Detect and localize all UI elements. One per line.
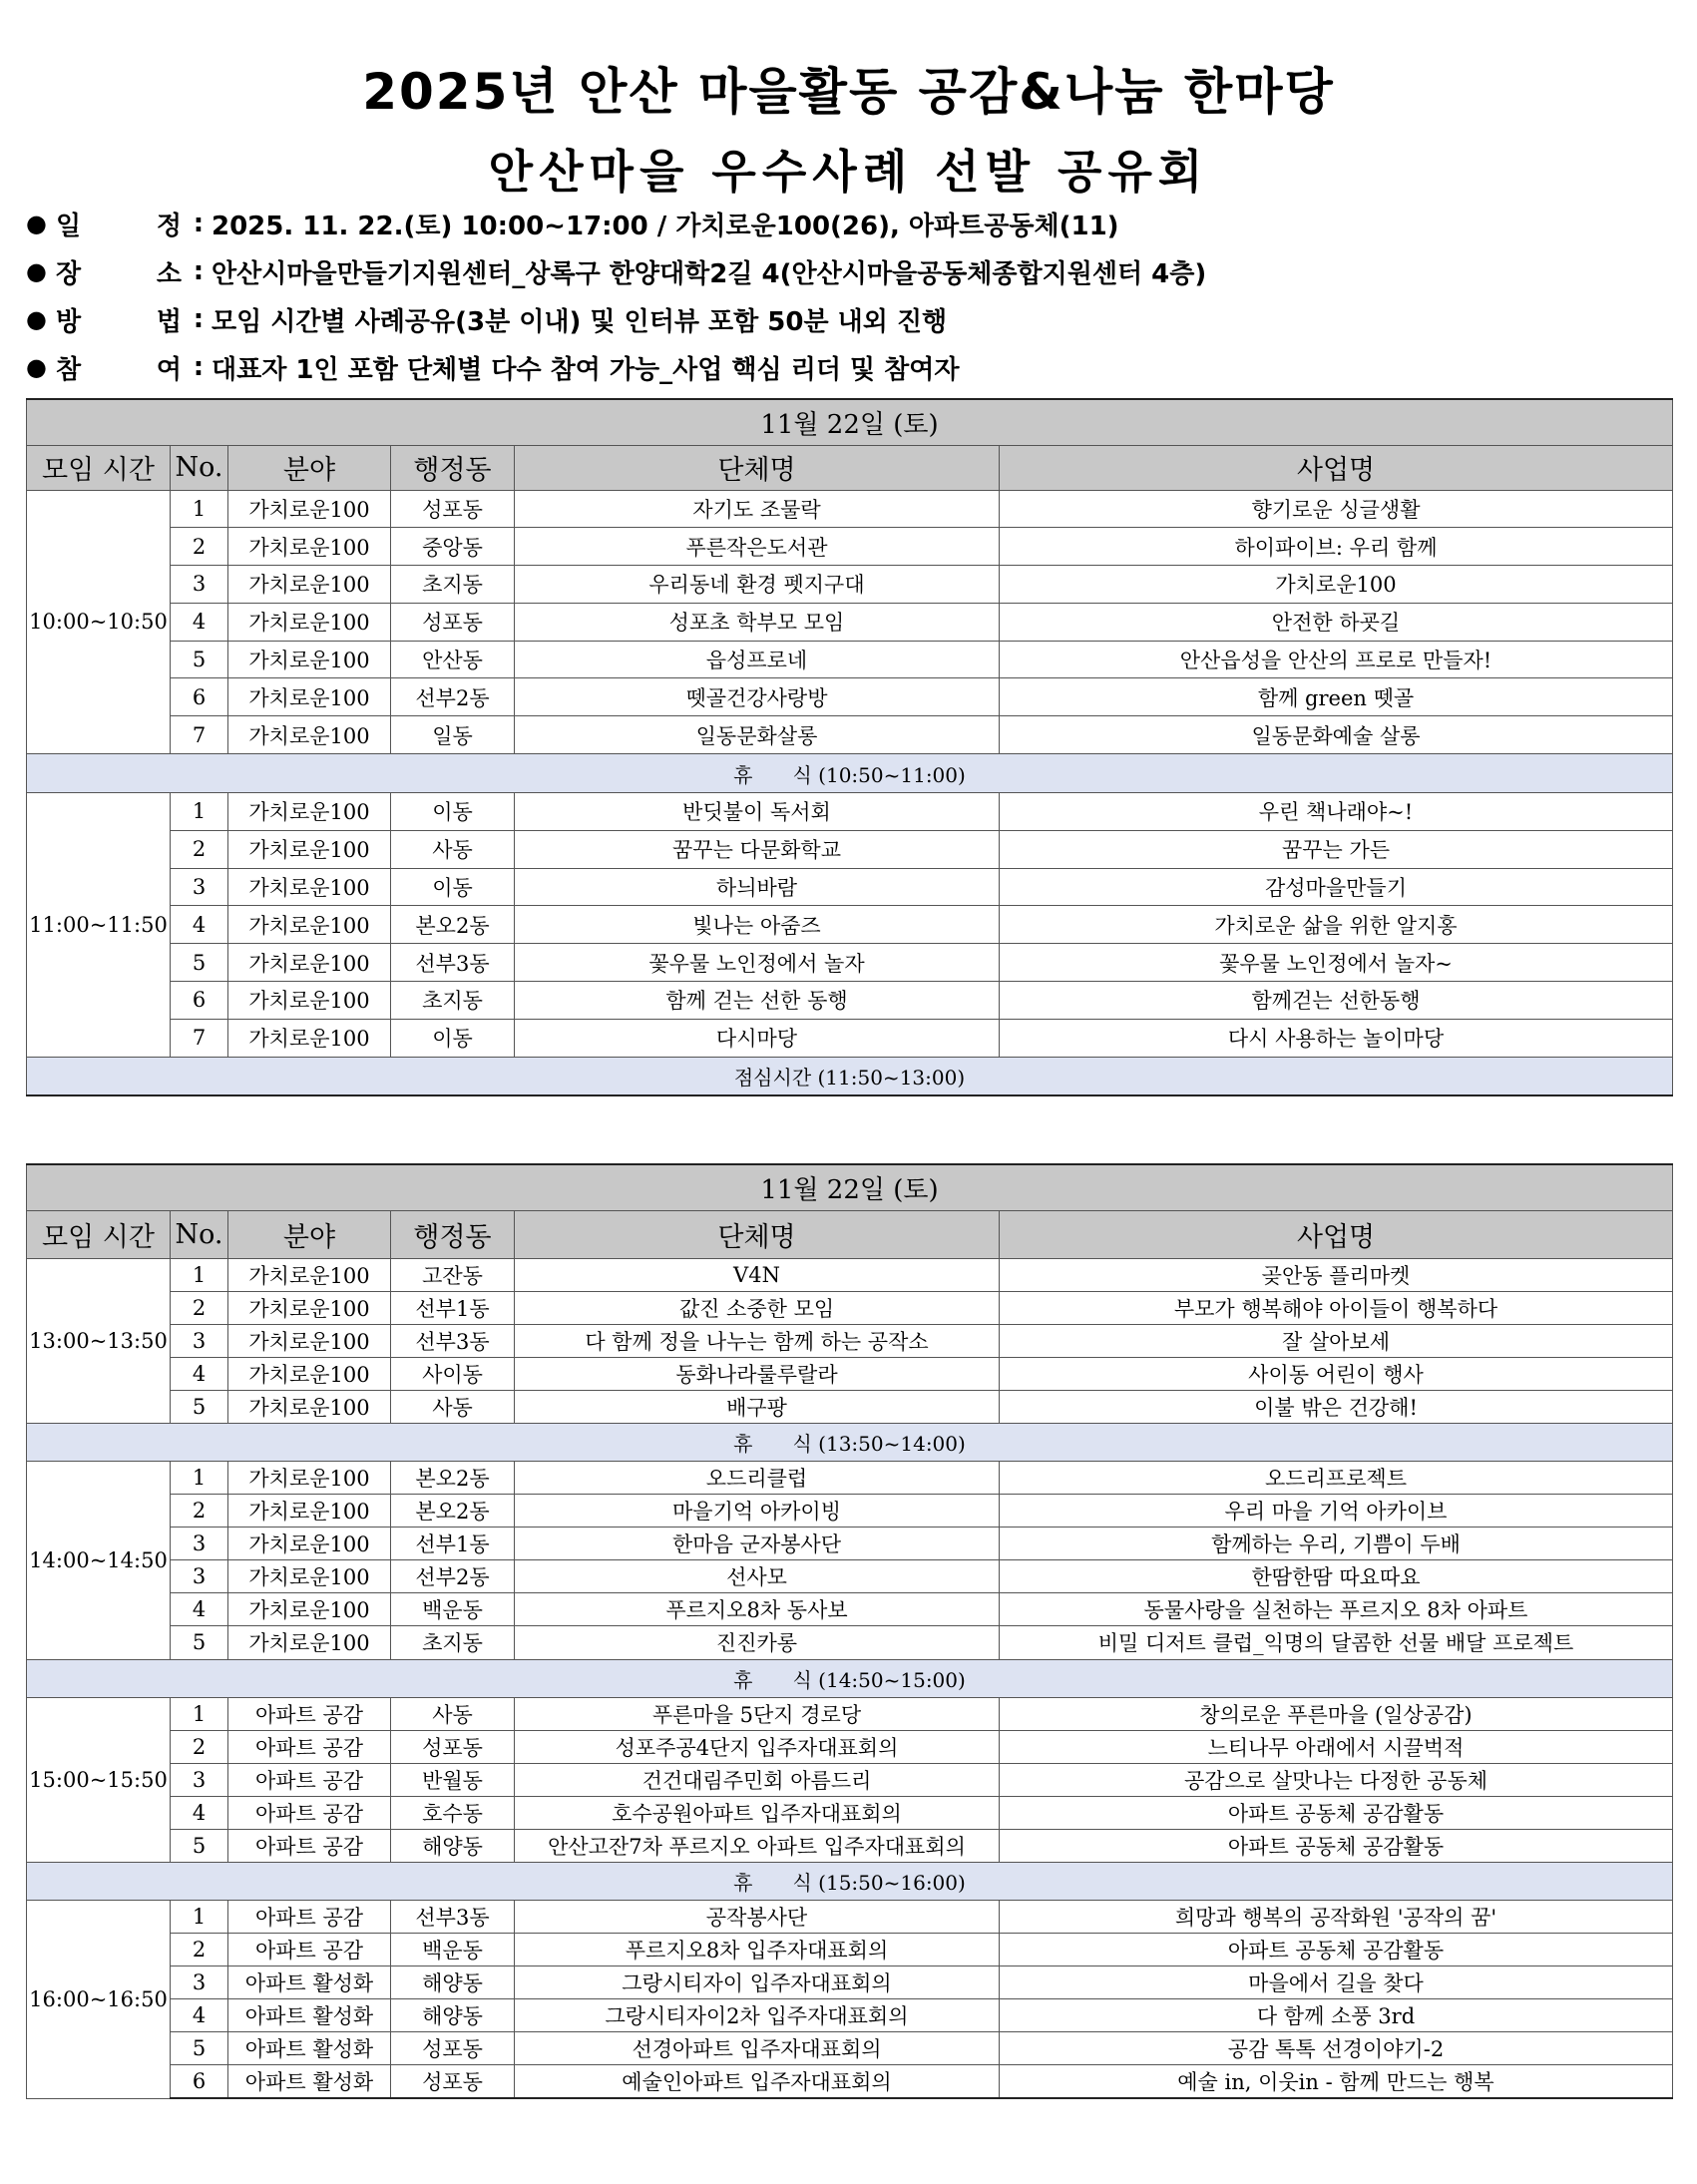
time-slot: 13:00~13:50: [27, 1258, 171, 1423]
row-project-name: 다 함께 소풍 3rd: [1000, 1999, 1673, 2032]
table-row: [27, 1495, 1673, 1528]
row-project-name: 일동문화예술 살롱: [1000, 716, 1673, 754]
row-number: 1: [171, 793, 228, 831]
break-row: [27, 1863, 1673, 1901]
row-category: 아파트 공감: [228, 1901, 391, 1934]
row-group-name: 예술인아파트 입주자대표회의: [515, 2065, 1000, 2098]
row-group-name: 공작봉사단: [515, 1901, 1000, 1934]
row-project-name: 꿈꾸는 가든: [1000, 830, 1673, 868]
row-district: 중앙동: [391, 528, 515, 566]
table-date: 11월 22일 (토): [27, 1164, 1673, 1210]
break-label: 휴 식 (14:50~15:00): [27, 1659, 1673, 1697]
row-project-name: 공감 톡톡 선경이야기-2: [1000, 2032, 1673, 2065]
column-header: 모임 시간: [27, 445, 171, 490]
info-label: 참 여: [56, 354, 182, 385]
table-row: [27, 490, 1673, 528]
row-project-name: 함께걷는 선한동행: [1000, 982, 1673, 1020]
row-project-name: 동물사랑을 실천하는 푸르지오 8차 아파트: [1000, 1593, 1673, 1626]
row-group-name: 그랑시티자이 입주자대표회의: [515, 1966, 1000, 1999]
row-district: 성포동: [391, 2032, 515, 2065]
row-project-name: 마을에서 길을 찾다: [1000, 1966, 1673, 1999]
row-district: 해양동: [391, 1829, 515, 1862]
row-project-name: 함께 green 뗏골: [1000, 678, 1673, 716]
row-number: 1: [171, 490, 228, 528]
table-row: [27, 1999, 1673, 2032]
row-project-name: 향기로운 싱글생활: [1000, 490, 1673, 528]
row-category: 아파트 활성화: [228, 1966, 391, 1999]
row-number: 3: [171, 1763, 228, 1796]
column-header: 행정동: [391, 445, 515, 490]
row-group-name: 진진카롱: [515, 1626, 1000, 1659]
break-row: [27, 1423, 1673, 1461]
table-row: [27, 528, 1673, 566]
table-row: [27, 641, 1673, 678]
column-header: 사업명: [1000, 1210, 1673, 1258]
row-project-name: 부모가 행복해야 아이들이 행복하다: [1000, 1291, 1673, 1324]
break-row: [27, 1659, 1673, 1697]
row-category: 아파트 공감: [228, 1829, 391, 1862]
row-category: 가치로운100: [228, 1593, 391, 1626]
row-project-name: 꽃우물 노인정에서 놀자~: [1000, 944, 1673, 982]
row-number: 5: [171, 2032, 228, 2065]
column-header: No.: [171, 445, 228, 490]
row-district: 호수동: [391, 1796, 515, 1829]
table-row: [27, 1291, 1673, 1324]
time-slot: 11:00~11:50: [27, 793, 171, 1058]
row-category: 가치로운100: [228, 982, 391, 1020]
schedule-table-morning: [26, 398, 1673, 1096]
row-group-name: 읍성프로네: [515, 641, 1000, 678]
info-location: ● 장 소 : 안산시마을만들기지원센터_상록구 한양대학2길 4(안산시마을공동체종합지원센터 4층): [26, 247, 1682, 295]
row-category: 가치로운100: [228, 678, 391, 716]
row-category: 아파트 공감: [228, 1934, 391, 1966]
table-row: [27, 1626, 1673, 1659]
row-project-name: 아파트 공동체 공감활동: [1000, 1829, 1673, 1862]
break-label: 휴 식 (10:50~11:00): [27, 754, 1673, 793]
table-row: [27, 793, 1673, 831]
row-number: 3: [171, 1324, 228, 1357]
row-group-name: 뗏골건강사랑방: [515, 678, 1000, 716]
break-row: [27, 1057, 1673, 1095]
row-group-name: 배구팡: [515, 1390, 1000, 1423]
row-district: 사동: [391, 830, 515, 868]
column-header: 분야: [228, 1210, 391, 1258]
row-category: 가치로운100: [228, 1495, 391, 1528]
row-number: 4: [171, 906, 228, 944]
row-group-name: 꿈꾸는 다문화학교: [515, 830, 1000, 868]
row-district: 초지동: [391, 982, 515, 1020]
row-project-name: 아파트 공동체 공감활동: [1000, 1934, 1673, 1966]
row-district: 선부2동: [391, 1560, 515, 1593]
row-project-name: 하이파이브: 우리 함께: [1000, 528, 1673, 566]
row-number: 6: [171, 2065, 228, 2098]
row-group-name: V4N: [515, 1258, 1000, 1291]
table-row: [27, 678, 1673, 716]
row-category: 가치로운100: [228, 793, 391, 831]
row-number: 5: [171, 1626, 228, 1659]
table-row: [27, 906, 1673, 944]
break-label: 휴 식 (15:50~16:00): [27, 1863, 1673, 1901]
row-group-name: 빛나는 아줌즈: [515, 906, 1000, 944]
row-district: 선부2동: [391, 678, 515, 716]
row-project-name: 사이동 어린이 행사: [1000, 1357, 1673, 1390]
row-number: 4: [171, 1999, 228, 2032]
row-district: 선부3동: [391, 1901, 515, 1934]
page-title: 2025년 안산 마을활동 공감&나눔 한마당: [362, 63, 1335, 121]
row-category: 가치로운100: [228, 603, 391, 641]
row-project-name: 오드리프로젝트: [1000, 1461, 1673, 1494]
row-district: 성포동: [391, 490, 515, 528]
row-number: 3: [171, 1560, 228, 1593]
row-category: 아파트 공감: [228, 1697, 391, 1730]
row-number: 5: [171, 944, 228, 982]
row-project-name: 아파트 공동체 공감활동: [1000, 1796, 1673, 1829]
row-district: 고잔동: [391, 1258, 515, 1291]
row-group-name: 선사모: [515, 1560, 1000, 1593]
column-header: 모임 시간: [27, 1210, 171, 1258]
row-category: 가치로운100: [228, 528, 391, 566]
row-group-name: 자기도 조물락: [515, 490, 1000, 528]
table-row: [27, 868, 1673, 906]
row-number: 3: [171, 868, 228, 906]
row-district: 성포동: [391, 2065, 515, 2098]
row-number: 3: [171, 1966, 228, 1999]
row-number: 1: [171, 1697, 228, 1730]
row-number: 2: [171, 1730, 228, 1763]
info-schedule: ● 일 정 : 2025. 11. 22.(토) 10:00~17:00 / 가치로운100(26), 아파트공동체(11): [26, 200, 1682, 247]
row-category: 가치로운100: [228, 1291, 391, 1324]
row-group-name: 안산고잔7차 푸르지오 아파트 입주자대표회의: [515, 1829, 1000, 1862]
row-number: 1: [171, 1461, 228, 1494]
column-header: 사업명: [1000, 445, 1673, 490]
row-group-name: 값진 소중한 모임: [515, 1291, 1000, 1324]
table-row: [27, 566, 1673, 604]
table-row: [27, 1593, 1673, 1626]
table-row: [27, 982, 1673, 1020]
row-district: 이동: [391, 793, 515, 831]
date-row: [27, 399, 1673, 445]
row-number: 1: [171, 1901, 228, 1934]
row-project-name: 가치로운100: [1000, 566, 1673, 604]
row-category: 가치로운100: [228, 1019, 391, 1057]
row-group-name: 일동문화살롱: [515, 716, 1000, 754]
table-row: [27, 716, 1673, 754]
column-header: 행정동: [391, 1210, 515, 1258]
row-group-name: 마을기억 아카이빙: [515, 1495, 1000, 1528]
row-number: 4: [171, 1593, 228, 1626]
info-value: 안산시마을만들기지원센터_상록구 한양대학2길 4(안산시마을공동체종합지원센터 4층): [212, 258, 1207, 289]
info-label: 방 법: [56, 306, 182, 337]
row-category: 가치로운100: [228, 716, 391, 754]
row-group-name: 한마음 군자봉사단: [515, 1528, 1000, 1560]
row-category: 가치로운100: [228, 1357, 391, 1390]
row-number: 2: [171, 1495, 228, 1528]
row-group-name: 다 함께 정을 나누는 함께 하는 공작소: [515, 1324, 1000, 1357]
row-district: 안산동: [391, 641, 515, 678]
info-method: ● 방 법 : 모임 시간별 사례공유(3분 이내) 및 인터뷰 포함 50분 내외 진행: [26, 295, 1682, 343]
table-row: [27, 1560, 1673, 1593]
row-group-name: 오드리클럽: [515, 1461, 1000, 1494]
table-row: [27, 944, 1673, 982]
row-district: 성포동: [391, 603, 515, 641]
row-group-name: 호수공원아파트 입주자대표회의: [515, 1796, 1000, 1829]
row-district: 사동: [391, 1390, 515, 1423]
table-row: [27, 1901, 1673, 1934]
table-row: [27, 603, 1673, 641]
header-row: [27, 445, 1673, 490]
row-district: 초지동: [391, 566, 515, 604]
info-participation: ● 참 여 : 대표자 1인 포함 단체별 다수 참여 가능_사업 핵심 리더 및 참여자: [26, 343, 1682, 391]
row-project-name: 비밀 디저트 클럽_익명의 달콤한 선물 배달 프로젝트: [1000, 1626, 1673, 1659]
row-project-name: 우린 책나래야~!: [1000, 793, 1673, 831]
row-district: 선부3동: [391, 1324, 515, 1357]
info-value: 대표자 1인 포함 단체별 다수 참여 가능_사업 핵심 리더 및 참여자: [212, 354, 960, 385]
table-row: [27, 1019, 1673, 1057]
row-project-name: 잘 살아보세: [1000, 1324, 1673, 1357]
break-label: 점심시간 (11:50~13:00): [27, 1057, 1673, 1095]
row-number: 7: [171, 1019, 228, 1057]
row-category: 가치로운100: [228, 1528, 391, 1560]
info-label: 장 소: [56, 258, 182, 289]
bullet-icon: ●: [26, 353, 47, 381]
row-group-name: 푸른마을 5단지 경로당: [515, 1697, 1000, 1730]
break-row: [27, 754, 1673, 793]
row-project-name: 창의로운 푸른마을 (일상공감): [1000, 1697, 1673, 1730]
row-category: 가치로운100: [228, 1560, 391, 1593]
row-group-name: 다시마당: [515, 1019, 1000, 1057]
row-group-name: 동화나라룰루랄라: [515, 1357, 1000, 1390]
row-category: 가치로운100: [228, 566, 391, 604]
row-district: 백운동: [391, 1593, 515, 1626]
row-district: 이동: [391, 868, 515, 906]
table-row: [27, 1461, 1673, 1494]
table-row: [27, 1934, 1673, 1966]
row-group-name: 푸르지오8차 입주자대표회의: [515, 1934, 1000, 1966]
row-number: 2: [171, 1934, 228, 1966]
row-number: 4: [171, 1357, 228, 1390]
row-group-name: 우리동네 환경 펫지구대: [515, 566, 1000, 604]
row-category: 가치로운100: [228, 868, 391, 906]
table-row: [27, 1697, 1673, 1730]
row-group-name: 성포주공4단지 입주자대표회의: [515, 1730, 1000, 1763]
row-district: 백운동: [391, 1934, 515, 1966]
table-row: [27, 2032, 1673, 2065]
row-category: 아파트 활성화: [228, 2032, 391, 2065]
row-district: 반월동: [391, 1763, 515, 1796]
row-group-name: 성포초 학부모 모임: [515, 603, 1000, 641]
time-slot: 10:00~10:50: [27, 490, 171, 754]
row-number: 2: [171, 1291, 228, 1324]
row-project-name: 안전한 하굣길: [1000, 603, 1673, 641]
row-category: 가치로운100: [228, 1390, 391, 1423]
row-project-name: 곶안동 플리마켓: [1000, 1258, 1673, 1291]
row-category: 가치로운100: [228, 906, 391, 944]
row-district: 성포동: [391, 1730, 515, 1763]
row-number: 4: [171, 1796, 228, 1829]
row-category: 가치로운100: [228, 1626, 391, 1659]
row-project-name: 함께하는 우리, 기쁨이 두배: [1000, 1528, 1673, 1560]
row-project-name: 느티나무 아래에서 시끌벅적: [1000, 1730, 1673, 1763]
row-group-name: 그랑시티자이2차 입주자대표회의: [515, 1999, 1000, 2032]
row-district: 사동: [391, 1697, 515, 1730]
row-project-name: 가치로운 삶을 위한 알지홍: [1000, 906, 1673, 944]
time-slot: 15:00~15:50: [27, 1697, 171, 1862]
column-header: 분야: [228, 445, 391, 490]
bullet-icon: ●: [26, 305, 47, 333]
row-project-name: 공감으로 살맛나는 다정한 공동체: [1000, 1763, 1673, 1796]
row-project-name: 예술 in, 이웃in - 함께 만드는 행복: [1000, 2065, 1673, 2098]
row-number: 6: [171, 982, 228, 1020]
table-row: [27, 1528, 1673, 1560]
page-subtitle: 안산마을 우수사례 선발 공유회: [488, 145, 1209, 199]
row-number: 4: [171, 603, 228, 641]
row-group-name: 선경아파트 입주자대표회의: [515, 2032, 1000, 2065]
table-row: [27, 1829, 1673, 1862]
row-number: 3: [171, 1528, 228, 1560]
table-row: [27, 1966, 1673, 1999]
row-category: 가치로운100: [228, 830, 391, 868]
row-project-name: 한땀한땀 따요따요: [1000, 1560, 1673, 1593]
row-project-name: 이불 밖은 건강해!: [1000, 1390, 1673, 1423]
row-group-name: 꽃우물 노인정에서 놀자: [515, 944, 1000, 982]
info-label: 일 정: [56, 211, 182, 241]
row-group-name: 하늬바람: [515, 868, 1000, 906]
row-project-name: 희망과 행복의 공작화원 '공작의 꿈': [1000, 1901, 1673, 1934]
row-number: 1: [171, 1258, 228, 1291]
table-row: [27, 1730, 1673, 1763]
break-label: 휴 식 (13:50~14:00): [27, 1423, 1673, 1461]
row-project-name: 감성마을만들기: [1000, 868, 1673, 906]
row-category: 아파트 활성화: [228, 2065, 391, 2098]
row-district: 선부1동: [391, 1291, 515, 1324]
row-number: 5: [171, 641, 228, 678]
table-row: [27, 1763, 1673, 1796]
row-number: 5: [171, 1390, 228, 1423]
row-project-name: 다시 사용하는 놀이마당: [1000, 1019, 1673, 1057]
row-district: 이동: [391, 1019, 515, 1057]
column-header: No.: [171, 1210, 228, 1258]
time-slot: 16:00~16:50: [27, 1901, 171, 2099]
column-header: 단체명: [515, 1210, 1000, 1258]
row-district: 선부3동: [391, 944, 515, 982]
row-district: 선부1동: [391, 1528, 515, 1560]
row-category: 아파트 공감: [228, 1763, 391, 1796]
time-slot: 14:00~14:50: [27, 1461, 171, 1659]
row-number: 7: [171, 716, 228, 754]
row-category: 가치로운100: [228, 1258, 391, 1291]
row-category: 아파트 공감: [228, 1730, 391, 1763]
row-category: 가치로운100: [228, 641, 391, 678]
row-category: 가치로운100: [228, 1324, 391, 1357]
table-row: [27, 1357, 1673, 1390]
table-row: [27, 1390, 1673, 1423]
info-value: 2025. 11. 22.(토) 10:00~17:00 / 가치로운100(26), 아파트공동체(11): [212, 211, 1119, 241]
table-row: [27, 830, 1673, 868]
row-category: 가치로운100: [228, 490, 391, 528]
row-district: 본오2동: [391, 1495, 515, 1528]
table-row: [27, 2065, 1673, 2098]
row-district: 해양동: [391, 1966, 515, 1999]
row-group-name: 푸른작은도서관: [515, 528, 1000, 566]
row-district: 본오2동: [391, 906, 515, 944]
table-row: [27, 1796, 1673, 1829]
row-district: 일동: [391, 716, 515, 754]
row-category: 아파트 공감: [228, 1796, 391, 1829]
row-project-name: 안산읍성을 안산의 프로로 만들자!: [1000, 641, 1673, 678]
row-group-name: 함께 걷는 선한 동행: [515, 982, 1000, 1020]
bullet-icon: ●: [26, 257, 47, 285]
date-row: [27, 1164, 1673, 1210]
row-district: 해양동: [391, 1999, 515, 2032]
row-district: 초지동: [391, 1626, 515, 1659]
row-district: 사이동: [391, 1357, 515, 1390]
table-date: 11월 22일 (토): [27, 399, 1673, 445]
row-number: 6: [171, 678, 228, 716]
schedule-table-afternoon: [26, 1163, 1673, 2099]
row-group-name: 푸르지오8차 동사보: [515, 1593, 1000, 1626]
table-row: [27, 1258, 1673, 1291]
row-group-name: 반딧불이 독서회: [515, 793, 1000, 831]
row-district: 본오2동: [391, 1461, 515, 1494]
column-header: 단체명: [515, 445, 1000, 490]
info-value: 모임 시간별 사례공유(3분 이내) 및 인터뷰 포함 50분 내외 진행: [212, 306, 948, 337]
row-project-name: 우리 마을 기억 아카이브: [1000, 1495, 1673, 1528]
row-category: 가치로운100: [228, 1461, 391, 1494]
table-row: [27, 1324, 1673, 1357]
row-number: 2: [171, 528, 228, 566]
row-number: 2: [171, 830, 228, 868]
row-number: 5: [171, 1829, 228, 1862]
row-category: 아파트 활성화: [228, 1999, 391, 2032]
row-number: 3: [171, 566, 228, 604]
bullet-icon: ●: [26, 210, 47, 237]
event-info: [26, 200, 1682, 391]
row-group-name: 건건대림주민회 아름드리: [515, 1763, 1000, 1796]
row-category: 가치로운100: [228, 944, 391, 982]
header-row: [27, 1210, 1673, 1258]
